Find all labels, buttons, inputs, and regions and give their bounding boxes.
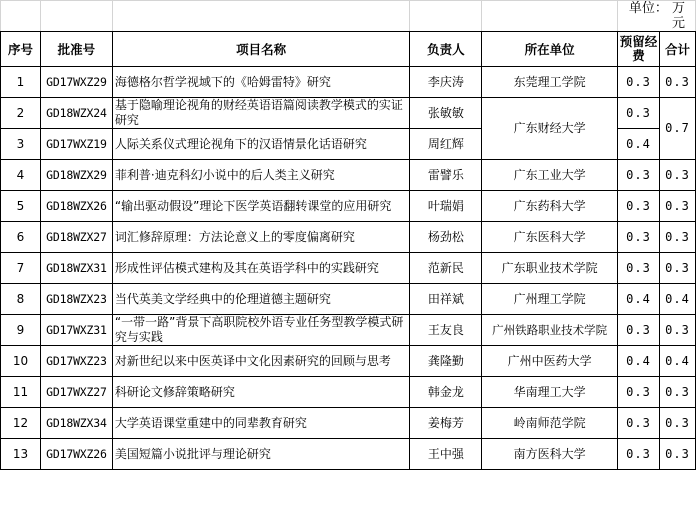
cell-leader: 杨劲松 [410, 222, 482, 253]
cell-name: 词汇修辞原理：方法论意义上的零度偏离研究 [112, 222, 409, 253]
cell-no: 13 [1, 439, 41, 470]
cell-unit: 广东医科大学 [482, 222, 618, 253]
cell-reserve: 0.3 [618, 67, 660, 98]
cell-name: 菲利普·迪克科幻小说中的后人类主义研究 [112, 160, 409, 191]
table-row [1, 222, 696, 253]
cell-unit: 广东职业技术学院 [482, 253, 618, 284]
cell-unit: 广州理工学院 [482, 284, 618, 315]
cell-batch: GD18WZX27 [40, 222, 112, 253]
cell-name: 大学英语课堂重建中的同辈教育研究 [112, 408, 409, 439]
cell-leader: 龚隆勤 [410, 346, 482, 377]
table-row [1, 439, 696, 470]
table-row [1, 98, 696, 129]
cell-batch: GD18WZX24 [40, 98, 112, 129]
unit-label: 单位： 万元 [618, 1, 696, 32]
cell-batch: GD17WXZ29 [40, 67, 112, 98]
table-row [1, 191, 696, 222]
cell-leader: 田祥斌 [410, 284, 482, 315]
cell-leader: 王中强 [410, 439, 482, 470]
table-row [1, 408, 696, 439]
cell-reserve: 0.3 [618, 98, 660, 129]
cell-reserve: 0.3 [618, 377, 660, 408]
cell-leader: 韩金龙 [410, 377, 482, 408]
cell-total: 0.3 [659, 191, 695, 222]
cell-reserve: 0.4 [618, 284, 660, 315]
table-row [1, 160, 696, 191]
cell-total: 0.4 [659, 284, 695, 315]
cell-leader: 王友良 [410, 315, 482, 346]
cell-reserve: 0.3 [618, 408, 660, 439]
cell-name: 海德格尔哲学视域下的《哈姆雷特》研究 [112, 67, 409, 98]
cell-batch: GD17WXZ19 [40, 129, 112, 160]
header-row [1, 32, 696, 67]
cell-reserve: 0.4 [618, 129, 660, 160]
cell-unit: 广州中医药大学 [482, 346, 618, 377]
header-name: 项目名称 [112, 32, 409, 67]
cell-name: 基于隐喻理论视角的财经英语语篇阅读教学模式的实证研究 [112, 98, 409, 129]
header-reserve: 预留经费 [618, 32, 660, 67]
cell-unit: 广州铁路职业技术学院 [482, 315, 618, 346]
cell-no: 10 [1, 346, 41, 377]
cell-total: 0.4 [659, 346, 695, 377]
cell-leader: 张敏敏 [410, 98, 482, 129]
cell-reserve: 0.3 [618, 253, 660, 284]
cell-batch: GD18WZX31 [40, 253, 112, 284]
cell-reserve: 0.3 [618, 160, 660, 191]
header-unit: 所在单位 [482, 32, 618, 67]
cell-total: 0.3 [659, 160, 695, 191]
cell-name: 人际关系仪式理论视角下的汉语情景化话语研究 [112, 129, 409, 160]
cell-unit: 东莞理工学院 [482, 67, 618, 98]
cell-no: 12 [1, 408, 41, 439]
cell-no: 8 [1, 284, 41, 315]
cell-name: 美国短篇小说批评与理论研究 [112, 439, 409, 470]
cell-total: 0.3 [659, 67, 695, 98]
cell-no: 4 [1, 160, 41, 191]
cell-no: 5 [1, 191, 41, 222]
cell-batch: GD17WXZ27 [40, 377, 112, 408]
cell-leader: 姜梅芳 [410, 408, 482, 439]
header-total: 合计 [659, 32, 695, 67]
header-no: 序号 [1, 32, 41, 67]
cell-unit: 广东药科大学 [482, 191, 618, 222]
cell-no: 6 [1, 222, 41, 253]
header-batch: 批准号 [40, 32, 112, 67]
cell-total: 0.3 [659, 377, 695, 408]
cell-total: 0.3 [659, 222, 695, 253]
cell-batch: GD17WXZ23 [40, 346, 112, 377]
cell-batch: GD17WXZ26 [40, 439, 112, 470]
cell-unit: 岭南师范学院 [482, 408, 618, 439]
header-leader: 负责人 [410, 32, 482, 67]
cell-reserve: 0.3 [618, 315, 660, 346]
cell-no: 7 [1, 253, 41, 284]
cell-total: 0.3 [659, 408, 695, 439]
cell-name: “输出驱动假设”理论下医学英语翻转课堂的应用研究 [112, 191, 409, 222]
cell-total: 0.3 [659, 439, 695, 470]
cell-unit: 广东工业大学 [482, 160, 618, 191]
cell-leader: 李庆涛 [410, 67, 482, 98]
cell-reserve: 0.4 [618, 346, 660, 377]
cell-unit: 华南理工大学 [482, 377, 618, 408]
cell-reserve: 0.3 [618, 439, 660, 470]
cell-name: 对新世纪以来中医英译中文化因素研究的回顾与思考 [112, 346, 409, 377]
cell-leader: 叶瑞娟 [410, 191, 482, 222]
cell-no: 11 [1, 377, 41, 408]
table-row [1, 67, 696, 98]
cell-batch: GD18WZX34 [40, 408, 112, 439]
table-row [1, 284, 696, 315]
table-row [1, 377, 696, 408]
cell-unit: 南方医科大学 [482, 439, 618, 470]
cell-batch: GD18WZX26 [40, 191, 112, 222]
cell-reserve: 0.3 [618, 222, 660, 253]
cell-total: 0.3 [659, 315, 695, 346]
cell-batch: GD18WZX29 [40, 160, 112, 191]
cell-total: 0.3 [659, 253, 695, 284]
cell-batch: GD18WZX23 [40, 284, 112, 315]
cell-reserve: 0.3 [618, 191, 660, 222]
unit-row [1, 1, 696, 32]
cell-leader: 雷譬乐 [410, 160, 482, 191]
cell-name: 科研论文修辞策略研究 [112, 377, 409, 408]
cell-batch: GD17WXZ31 [40, 315, 112, 346]
cell-no: 9 [1, 315, 41, 346]
table-row [1, 315, 696, 346]
cell-unit: 广东财经大学 [482, 98, 618, 160]
table-row [1, 253, 696, 284]
cell-total: 0.7 [659, 98, 695, 160]
cell-no: 3 [1, 129, 41, 160]
cell-name: 形成性评估模式建构及其在英语学科中的实践研究 [112, 253, 409, 284]
cell-no: 1 [1, 67, 41, 98]
cell-leader: 范新民 [410, 253, 482, 284]
cell-no: 2 [1, 98, 41, 129]
cell-leader: 周红辉 [410, 129, 482, 160]
cell-name: “一带一路”背景下高职院校外语专业任务型教学模式研究与实践 [112, 315, 409, 346]
cell-name: 当代英美文学经典中的伦理道德主题研究 [112, 284, 409, 315]
table-row [1, 346, 696, 377]
